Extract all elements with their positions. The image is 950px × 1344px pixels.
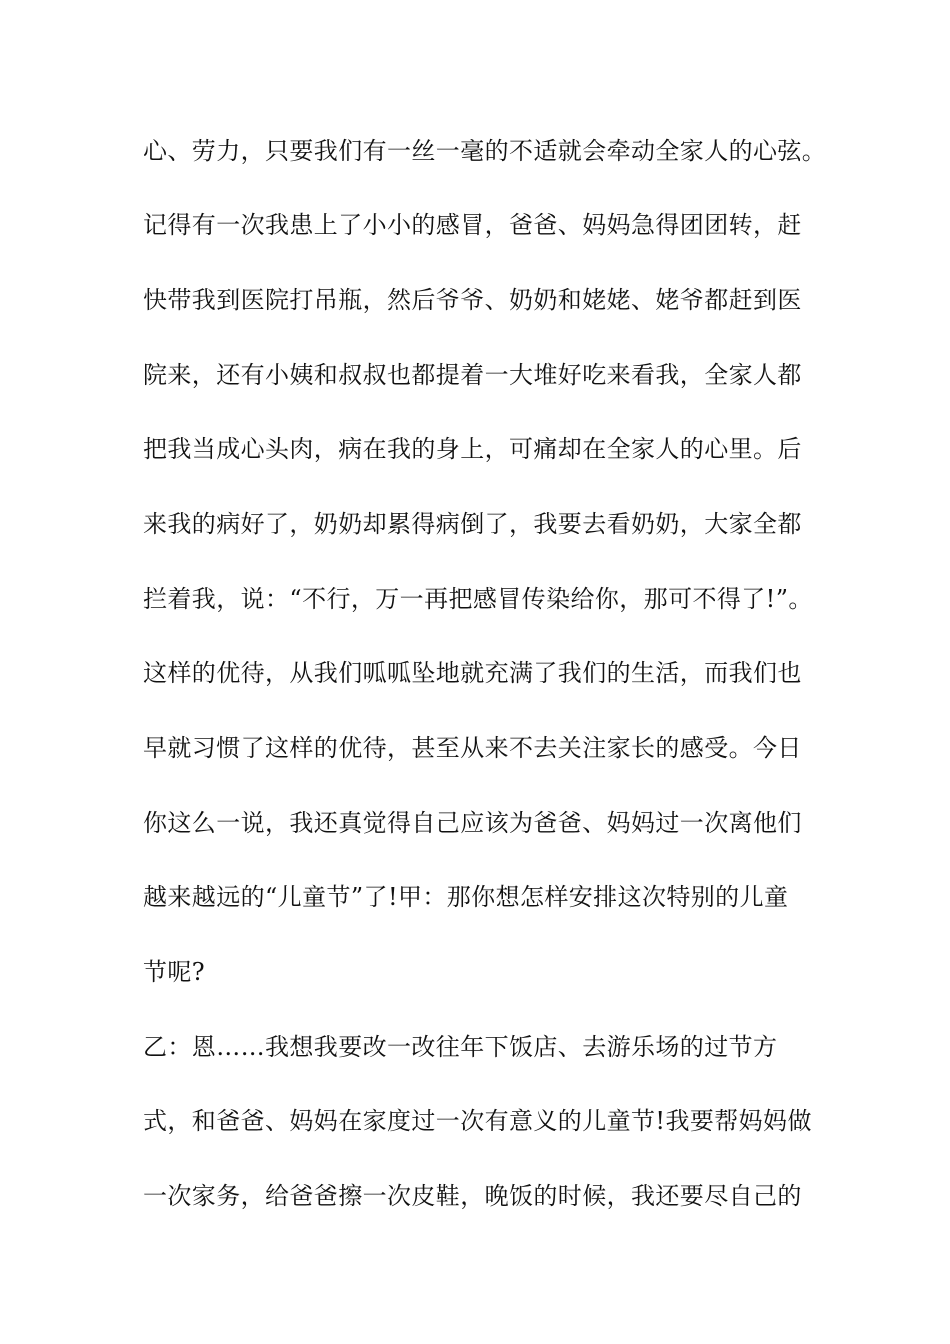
text-line-5: 把我当成心头肉，病在我的身上，可痛却在全家人的心里。后 [143, 435, 802, 463]
text-line-6: 来我的病好了，奶奶却累得病倒了，我要去看奶奶，大家全都 [143, 510, 802, 538]
text-line-12: 节呢? [143, 958, 206, 986]
text-line-7: 拦着我，说：“不行，万一再把感冒传染给你，那可不得了!”。 [143, 585, 813, 613]
text-line-13: 乙：恩……我想我要改一改往年下饭店、去游乐场的过节方 [143, 1033, 778, 1061]
text-line-4: 院来，还有小姨和叔叔也都提着一大堆好吃来看我，全家人都 [143, 361, 802, 389]
text-line-3: 快带我到医院打吊瓶，然后爷爷、奶奶和姥姥、姥爷都赶到医 [143, 286, 802, 314]
text-line-14: 式，和爸爸、妈妈在家度过一次有意义的儿童节!我要帮妈妈做 [143, 1107, 812, 1135]
text-line-2: 记得有一次我患上了小小的感冒，爸爸、妈妈急得团团转，赶 [143, 211, 802, 239]
text-line-9: 早就习惯了这样的优待，甚至从来不去关注家长的感受。今日 [143, 734, 802, 762]
text-line-11: 越来越远的“儿童节”了!甲：那你想怎样安排这次特别的儿童 [143, 883, 789, 911]
text-line-8: 这样的优待，从我们呱呱坠地就充满了我们的生活，而我们也 [143, 659, 802, 687]
text-line-15: 一次家务，给爸爸擦一次皮鞋，晚饭的时候，我还要尽自己的 [143, 1182, 802, 1210]
text-line-1: 心、劳力，只要我们有一丝一毫的不适就会牵动全家人的心弦。 [143, 137, 827, 165]
text-line-10: 你这么一说，我还真觉得自己应该为爸爸、妈妈过一次离他们 [143, 809, 802, 837]
